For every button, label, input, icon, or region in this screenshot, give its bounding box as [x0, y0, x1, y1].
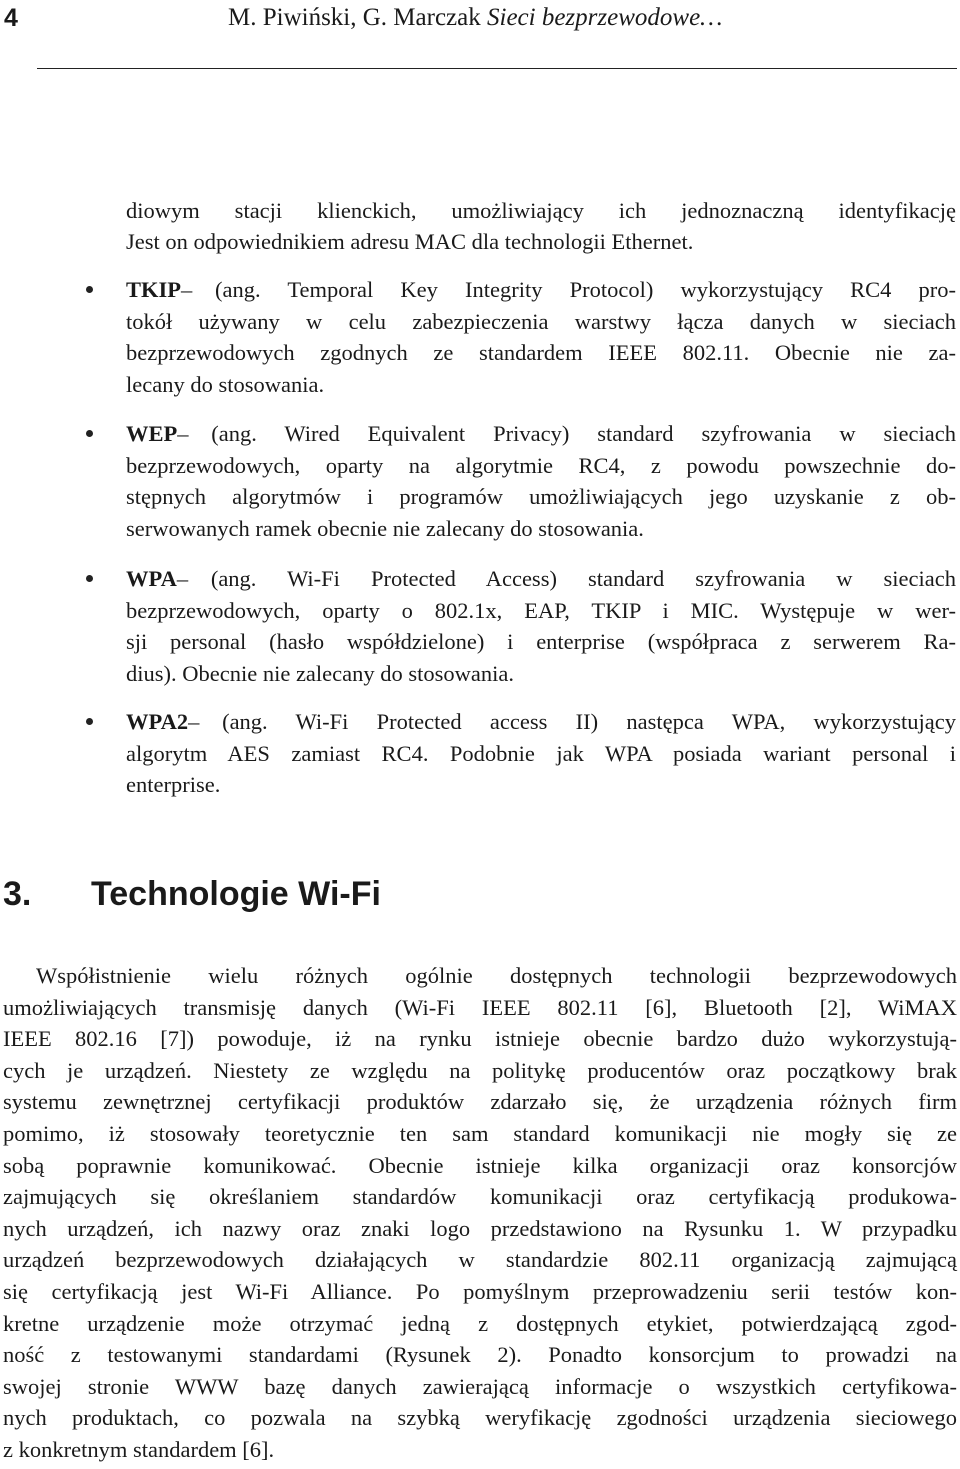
text-line: umożliwiających transmisję danych (Wi-Fi IEEE 802.11 [6], Bluetooth [2], WiMAX: [3, 994, 957, 1020]
text-line: bezprzewodowych, oparty o 802.1x, EAP, TKIP i MIC. Występuje w wer-: [126, 597, 956, 623]
text-line: cych je urządzeń. Niestety ze względu na politykę producentów oraz początkowy brak: [3, 1057, 957, 1083]
bullet-icon: [86, 286, 93, 293]
text-line: bezprzewodowych, oparty na algorytmie RC4, z powodu powszechnie do-: [126, 452, 956, 478]
text-line: sobą poprawnie komunikować. Obecnie istnieje kilka organizacji oraz konsorcjów: [3, 1152, 957, 1178]
text-line: WPA– (ang. Wi-Fi Protected Access) standard szyfrowania w sieciach: [126, 566, 956, 591]
bullet-term: TKIP: [126, 277, 182, 302]
text-line: bezprzewodowych zgodnych ze standardem IEEE 802.11. Obecnie nie za-: [126, 340, 956, 365]
text-line: zajmujących się określaniem standardów komunikacji oraz certyfikacją produkowa-: [3, 1184, 957, 1210]
bullet-item-tkip: [126, 274, 956, 400]
bullet-term: WPA: [126, 566, 177, 591]
header-rule: [37, 68, 957, 69]
text-line: pomimo, iż stosowały teoretycznie ten sam standard komunikacji nie mogły się ze: [3, 1120, 957, 1146]
bullet-icon: [86, 430, 93, 437]
text-line: WPA2– (ang. Wi-Fi Protected access II) następca WPA, wykorzystujący: [126, 709, 956, 734]
text-line: Współistnienie wielu różnych ogólnie dostępnych technologii bezprzewodowych: [36, 963, 957, 988]
text-line: ność z testowanymi standardami (Rysunek 2). Ponadto konsorcjum to prowadzi na: [3, 1342, 957, 1368]
page-header: [0, 0, 960, 40]
section-number: 3.: [3, 875, 32, 913]
text-line: swojej stronie WWW bazę danych zawierającą informacje o wszystkich certyfikowa-: [3, 1373, 957, 1399]
bullet-icon: [86, 718, 93, 725]
text-line: się certyfikacją jest Wi-Fi Alliance. Po pomyślnym przeprowadzeniu serii testów kon-: [3, 1278, 957, 1304]
text-line: kretne urządzenie może otrzymać jedną z dostępnych etykiet, potwierdzającą zgod-: [3, 1310, 957, 1336]
text-line: IEEE 802.16 [7]) powoduje, iż na rynku istnieje obecnie bardzo dużo wykorzystują-: [3, 1026, 957, 1052]
running-head-book-title: Sieci bezprzewodowe…: [487, 4, 723, 31]
text-line: nych urządzeń, ich nazwy oraz znaki logo przedstawiono na Rysunku 1. W przypadku: [3, 1215, 957, 1241]
text-line: lecany do stosowania.: [126, 371, 325, 397]
text-line: WEP– (ang. Wired Equivalent Privacy) standard szyfrowania w sieciach: [126, 421, 956, 446]
text-line: sji personal (hasło współdzielone) i enterprise (współpraca z serwerem Ra-: [126, 629, 956, 654]
text-line: serwowanych ramek obecnie nie zalecany do stosowania.: [126, 515, 644, 541]
section-heading: [3, 872, 381, 916]
text-line: TKIP– (ang. Temporal Key Integrity Protocol) wykorzystujący RC4 pro-: [126, 277, 956, 302]
running-head: [228, 3, 722, 33]
bullet-item-wep: [126, 418, 956, 544]
text-line: nych produktach, co pozwala na szybką weryfikację zgodności urządzenia sieciowego: [3, 1405, 957, 1431]
bullet-term: WEP: [126, 421, 178, 446]
bullet-item-wpa: [126, 563, 956, 689]
text-line: z konkretnym standardem [6].: [3, 1436, 275, 1462]
running-head-authors: M. Piwiński, G. Marczak: [228, 4, 481, 31]
text-line: algorytm AES zamiast RC4. Podobnie jak WPA posiada wariant personal i: [126, 740, 956, 766]
text-line: diowym stacji klienckich, umożliwiający ich jednoznaczną identyfikację: [126, 198, 956, 223]
text-line: enterprise.: [126, 772, 221, 797]
bullet-icon: [86, 575, 93, 582]
text-line: dius). Obecnie nie zalecany do stosowania.: [126, 660, 514, 686]
page-number: 4: [4, 4, 18, 32]
text-line: Jest on odpowiednikiem adresu MAC dla technologii Ethernet.: [126, 229, 694, 254]
body-paragraph: [3, 960, 957, 1466]
continuation-text: [126, 195, 956, 257]
text-line: urządzeń bezprzewodowych działających w standardzie 802.11 organizacją zajmującą: [3, 1247, 957, 1273]
text-line: tokół używany w celu zabezpieczenia warstwy łącza danych w sieciach: [126, 308, 956, 334]
text-line: stępnych algorytmów i programów umożliwiających jego uzyskanie z ob-: [126, 484, 956, 509]
bullet-term: WPA2: [126, 709, 189, 734]
section-title: Technologie Wi-Fi: [91, 875, 381, 913]
bullet-item-wpa2: [126, 706, 956, 801]
text-line: systemu zewnętrznej certyfikacji produktów zdarzało się, że urządzenia różnych firm: [3, 1089, 957, 1115]
